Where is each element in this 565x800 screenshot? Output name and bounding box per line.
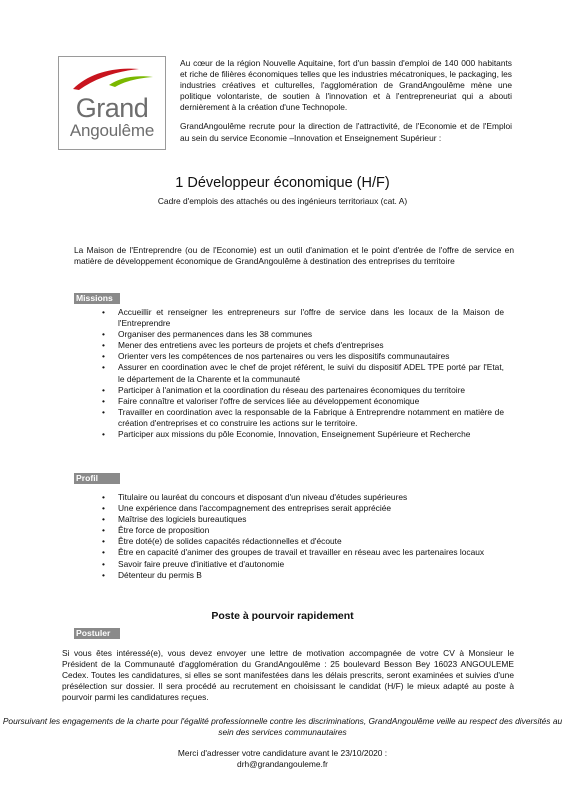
- list-item: • Être force de proposition: [102, 525, 504, 536]
- list-item: • Participer aux missions du pôle Economie, Innovation, Enseignement Supérieure et Recherche: [102, 429, 504, 440]
- list-item: • Faire connaître et valoriser l'offre de services liée au développement économique: [102, 396, 504, 407]
- intro-block: [180, 58, 512, 144]
- section-postuler-header: Postuler: [74, 628, 120, 639]
- contact-email-link[interactable]: drh@grandangouleme.fr: [237, 759, 328, 770]
- candidature-deadline: [0, 748, 565, 770]
- list-item: • Savoir faire preuve d'initiative et d'autonomie: [102, 559, 504, 570]
- section-missions-header: Missions: [74, 293, 120, 304]
- list-item: • Mener des entretiens avec les porteurs de projets et chefs d'entreprises: [102, 340, 504, 351]
- list-item: • Être doté(e) de solides capacités rédactionnelles et d'écoute: [102, 536, 504, 547]
- list-item: • Participer à l'animation et la coordination du réseau des partenaires économiques du territoire: [102, 385, 504, 396]
- grandangouleme-logo: [58, 56, 166, 150]
- list-item: • Titulaire ou lauréat du concours et disposant d'un niveau d'études supérieures: [102, 492, 504, 503]
- list-item: • Accueillir et renseigner les entrepreneurs sur l'offre de service dans les locaux de la Maison de l'Entreprendre: [102, 307, 504, 329]
- poste-heading: Poste à pourvoir rapidement: [211, 610, 354, 622]
- list-item: • Être en capacité d'animer des groupes de travail et travailler en réseau avec les partenaires locaux: [102, 547, 504, 558]
- list-item: • Orienter vers les compétences de nos partenaires ou vers les dispositifs communautaires: [102, 351, 504, 362]
- list-item: • Maîtrise des logiciels bureautiques: [102, 514, 504, 525]
- intro-paragraph-2: GrandAngoulême recrute pour la direction de l'attractivité, de l'Economie et de l'Emploi au sein du service Economie –Innovation et Enseignement Supérieur :: [180, 121, 512, 143]
- intro-paragraph-1: Au cœur de la région Nouvelle Aquitaine, fort d'un bassin d'emploi de 140 000 habitants et riche de filières économiques telles que les industries mécatroniques, le packaging, les industries créatives et culturelles, l'agglomération de GrandAngoulême mène une politique volontariste, de soutien à l'innovation et à l'entrepreneuriat qui a abouti dernièrement à la création d'une Technopole.: [180, 58, 512, 113]
- list-item: • Travailler en coordination avec la responsable de la Fabrique à Entreprendre notamment en matière de création d'entreprises et co construire les actions sur le territoire.: [102, 407, 504, 429]
- logo-grand-text: Grand: [75, 93, 149, 123]
- profil-list: [102, 492, 504, 581]
- charte-paragraph: Poursuivant les engagements de la charte pour l'égalité professionnelle contre les discriminations, GrandAngoulême veille au respect des diversités au sein des services communautaires: [2, 716, 563, 738]
- maison-paragraph: La Maison de l'Entreprendre (ou de l'Economie) est un outil d'animation et le point d'entrée de l'offre de service en matière de développement économique de GrandAngoulême à destination des entreprises du territoire: [74, 245, 514, 267]
- postuler-paragraph: Si vous êtes intéressé(e), vous devez envoyer une lettre de motivation accompagnée de votre CV à Monsieur le Président de la Communauté d'agglomération du GrandAngoulême : 25 boulevard Besson Bey 16023 ANGOULEME Cedex. Toutes les candidatures, si elles se sont manifestées dans les délais prescrits, seront examinées et suivies d'une présélection sur dossier. Il sera procédé au recrutement en choisissant le candidat (H/F) le mieux adapté au poste à pourvoir parmi les candidatures reçues.: [62, 648, 514, 703]
- job-title: 1 Développeur économique (H/F): [175, 175, 390, 191]
- list-item: • Détenteur du permis B: [102, 570, 504, 581]
- section-profil-header: Profil: [74, 473, 120, 484]
- job-subtitle: Cadre d'emplois des attachés ou des ingénieurs territoriaux (cat. A): [157, 196, 408, 206]
- missions-list: [102, 307, 504, 440]
- list-item: • Assurer en coordination avec le chef de projet référent, le suivi du dispositif ADEL TPE porté par l'Etat, le département de la Charente et la communauté: [102, 362, 504, 384]
- logo-angouleme-text: Angoulême: [69, 121, 155, 140]
- list-item: • Organiser des permanences dans les 38 communes: [102, 329, 504, 340]
- deadline-text: Merci d'adresser votre candidature avant le 23/10/2020 :: [177, 748, 388, 758]
- logo-swoosh-icon: [69, 63, 157, 93]
- list-item: • Une expérience dans l'accompagnement des entreprises serait appréciée: [102, 503, 504, 514]
